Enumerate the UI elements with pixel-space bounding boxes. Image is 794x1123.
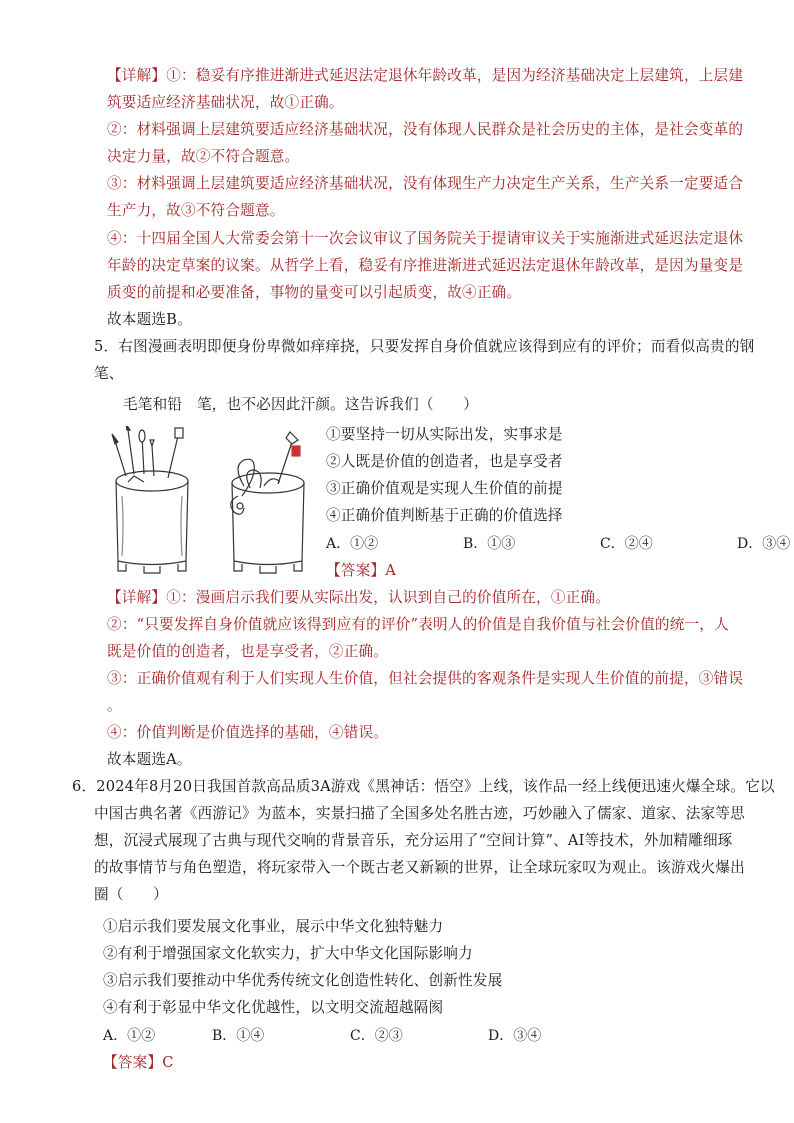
option-d: D．③④: [737, 536, 791, 552]
detail-text: ①：稳妥有序推进渐进式延迟法定退休年龄改革，是因为经济基础决定上层建筑，上层建: [166, 67, 744, 84]
statement: ②人既是价值的创造者，也是享受者: [326, 453, 563, 470]
detail-text: ②：“只要发挥自身价值就应该得到应有的评价”表明人的价值是自我价值与社会价值的统一，人: [107, 616, 729, 633]
option-b: B．①④: [212, 1028, 265, 1044]
detail-text: 年龄的决定草案的议案。从哲学上看，稳妥有序推进渐进式延迟法定退休年龄改革，是因为量变是: [107, 257, 744, 274]
answer-line: [326, 561, 396, 581]
detail-text: 既是价值的创造者，也是享受者，②正确。: [107, 643, 389, 660]
statement: ③正确价值观是实现人生价值的前提: [326, 480, 563, 497]
statement: ④有利于彰显中华文化优越性，以文明交流超越隔阂: [103, 999, 444, 1016]
comic-illustration: [104, 426, 318, 576]
answer-value: C: [162, 1054, 174, 1071]
detail-text: ①：漫画启示我们要从实际出发，认识到自己的价值所在，①正确。: [166, 589, 611, 606]
statement: ①要坚持一切从实际出发，实事求是: [326, 426, 563, 443]
question-stem: 6．2024年8月20日我国首款高品质3A游戏《黑神话：悟空》上线，该作品一经上线便迅速火爆全球。它以: [72, 778, 775, 795]
detail-text: ④：价值判断是价值选择的基础，④错误。: [107, 724, 389, 741]
detail-text: 生产力，故③不符合题意。: [107, 202, 285, 219]
detail-paragraph: [107, 588, 610, 608]
answer-label: 【答案】: [326, 562, 386, 579]
option-b: B．①③: [463, 536, 516, 552]
detail-label: 【详解】: [107, 589, 167, 606]
detail-paragraph: [107, 66, 743, 86]
detail-text: ④：十四届全国人大常委会第十一次会议审议了国务院关于提请审议关于实施渐进式延迟法定退休: [107, 230, 744, 247]
question-stem: 5．右图漫画表明即便身份卑微如痒痒挠，只要发挥自身价值就应该得到应有的评价；而看似高贵的钢: [94, 338, 755, 355]
statement: ③启示我们要推动中华优秀传统文化创造性转化、创新性发展: [103, 972, 503, 989]
option-c: C．②④: [600, 536, 653, 552]
option-d: D．③④: [488, 1028, 542, 1044]
answer-label: 【答案】: [103, 1054, 163, 1071]
question-stem: 的故事情节与角色塑造，将玩家带入一个既古老又新颖的世界，让全球玩家叹为观止。该游戏火爆出: [94, 859, 745, 876]
question-stem: 笔、: [94, 365, 124, 382]
statement: ①启示我们要发展文化事业，展示中华文化独特魅力: [103, 918, 444, 935]
detail-text: ③：材料强调上层建筑要适应经济基础状况，没有体现生产力决定生产关系，生产关系一定要适合: [107, 175, 744, 192]
statement: ④正确价值判断基于正确的价值选择: [326, 507, 563, 524]
detail-label: 【详解】: [107, 67, 167, 84]
question-stem: 中国古典名著《西游记》为蓝本，实景扫描了全国多处名胜古迹，巧妙融入了儒家、道家、法家等思: [94, 805, 745, 822]
detail-text: 。: [107, 697, 122, 714]
option-a: A．①②: [103, 1028, 156, 1044]
detail-conclusion: 故本题选B。: [107, 311, 192, 328]
detail-text: 决定力量，故②不符合题意。: [107, 148, 300, 165]
answer-line: [103, 1053, 174, 1073]
question-stem: 圈（ ）: [94, 886, 168, 903]
answer-value: A: [385, 562, 396, 579]
question-stem: 毛笔和铅 笔，也不必因此汗颜。这告诉我们（ ）: [123, 396, 479, 413]
statement: ②有利于增强国家文化软实力，扩大中华文化国际影响力: [103, 945, 473, 962]
detail-text: ③：正确价值观有利于人们实现人生价值，但社会提供的客观条件是实现人生价值的前提，③错误: [107, 670, 744, 687]
detail-conclusion: 故本题选A。: [107, 751, 192, 768]
detail-text: 质变的前提和必要准备，事物的量变可以引起质变，故④正确。: [107, 284, 522, 301]
question-stem: 想，沉浸式展现了古典与现代交响的背景音乐，充分运用了“空间计算”、AI等技术，外加精雕细琢: [94, 832, 733, 849]
option-a: A．①②: [326, 536, 379, 552]
option-c: C．②③: [350, 1028, 403, 1044]
detail-text: ②：材料强调上层建筑要适应经济基础状况，没有体现人民群众是社会历史的主体，是社会变革的: [107, 121, 744, 138]
detail-text: 筑要适应经济基础状况，故①正确。: [107, 94, 344, 111]
